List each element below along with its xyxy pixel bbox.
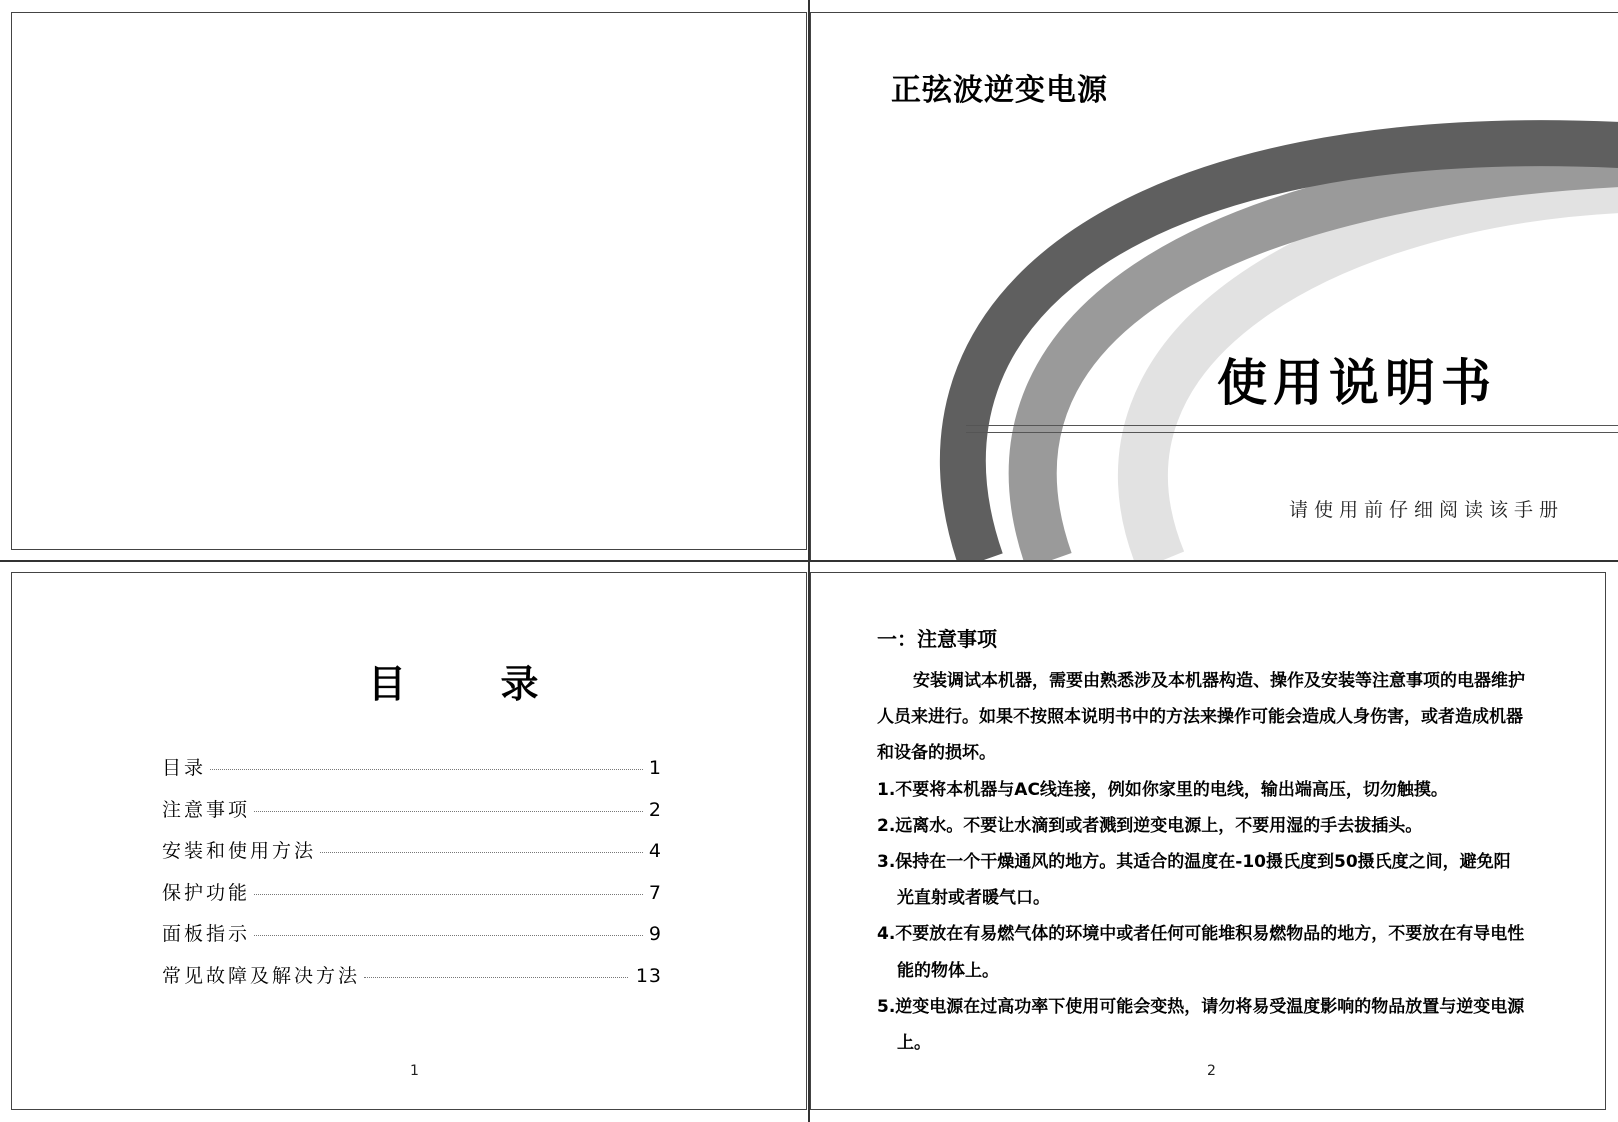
toc-entry-page: 13 [635, 964, 662, 987]
toc-entry-page: 2 [648, 798, 662, 821]
page-number: 1 [410, 1063, 419, 1079]
toc-entry-label: 注意事项 [162, 798, 251, 821]
toc-entry[interactable] [162, 878, 662, 920]
toc-leader-dots [254, 811, 643, 812]
page-number: 2 [1207, 1063, 1216, 1079]
toc-leader-dots [254, 935, 643, 936]
section-title: 一：注意事项 [877, 627, 997, 651]
notes-intro: 安装调试本机器，需要由熟悉涉及本机器构造、操作及安装等注意事项的电器维护人员来进行。如果不按照本说明书中的方法来操作可能会造成人身伤害，或者造成机器和设备的损坏。 [877, 671, 1525, 764]
toc-entry[interactable] [162, 836, 662, 878]
toc-leader-dots [320, 852, 643, 853]
toc-entry-page: 4 [648, 840, 662, 862]
toc-leader-dots [364, 977, 628, 978]
toc-entry[interactable] [162, 795, 662, 837]
toc-entry-label: 常见故障及解决方法 [162, 964, 361, 987]
toc-entry-page: 7 [648, 881, 662, 904]
notes-item: 3.保持在一个干燥通风的地方。其适合的温度在-10摄氏度到50摄氏度之间，避免阳光直射或者暖气口。 [877, 852, 1511, 909]
toc-entry[interactable] [162, 919, 662, 961]
manual-heading: 使用说明书 [1217, 354, 1497, 412]
toc-list [162, 753, 662, 1002]
notes-item: 2.远离水。不要让水滴到或者溅到逆变电源上，不要用湿的手去拔插头。 [877, 815, 1423, 836]
cover-rule-top [966, 425, 1618, 426]
product-title: 正弦波逆变电源 [891, 73, 1108, 108]
toc-entry[interactable] [162, 961, 662, 1003]
toc-entry-label: 目录 [162, 757, 207, 779]
toc-entry-page: 9 [648, 923, 662, 945]
notes-body [877, 663, 1527, 1061]
toc-entry[interactable] [162, 753, 662, 795]
toc-entry-page: 1 [648, 757, 662, 779]
toc-entry-label: 保护功能 [162, 881, 251, 904]
toc-leader-dots [254, 894, 643, 895]
toc-entry-label: 面板指示 [162, 923, 251, 945]
toc-title [368, 653, 539, 708]
cover-page [810, 12, 1618, 560]
toc-page [11, 572, 807, 1110]
toc-leader-dots [210, 769, 643, 770]
cover-subtitle: 请使用前仔细阅读该手册 [1289, 499, 1565, 521]
toc-title-left: 目 [368, 662, 407, 706]
notes-page [810, 572, 1606, 1110]
toc-title-right: 录 [500, 662, 539, 706]
notes-item: 5.逆变电源在过高功率下使用可能会变热，请勿将易受温度影响的物品放置与逆变电源上。 [877, 996, 1525, 1054]
notes-item: 4.不要放在有易燃气体的环境中或者任何可能堆积易燃物品的地方，不要放在有导电性能的物体上。 [877, 924, 1525, 981]
notes-item: 1.不要将本机器与AC线连接，例如你家里的电线，输出端高压，切勿触摸。 [877, 779, 1448, 800]
cover-rule-bottom [966, 432, 1618, 433]
blank-page [11, 12, 807, 550]
toc-entry-label: 安装和使用方法 [162, 840, 317, 862]
